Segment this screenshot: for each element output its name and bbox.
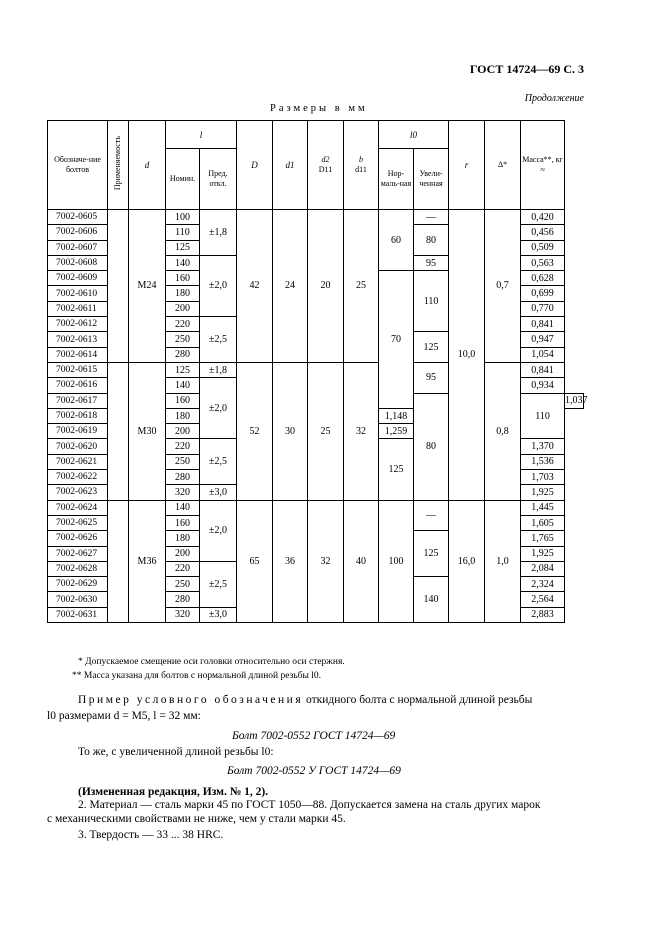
designation-cell: 7002-0627 — [48, 546, 108, 561]
l-nom-cell: 180 — [166, 286, 200, 301]
designation-cell: 7002-0616 — [48, 378, 108, 393]
header-applicability: Применяемость — [108, 121, 129, 210]
l-nom-cell: 250 — [166, 332, 200, 347]
l-nom-cell: 125 — [166, 240, 200, 255]
designation-cell: 7002-0609 — [48, 271, 108, 286]
mass-cell: 0,420 — [521, 210, 565, 225]
delta-cell: 0,7 — [485, 210, 521, 363]
designation-cell: 7002-0611 — [48, 301, 108, 316]
designation-cell: 7002-0622 — [48, 470, 108, 485]
designation-cell: 7002-0630 — [48, 592, 108, 607]
mass-cell: 1,925 — [521, 546, 565, 561]
mass-cell: 0,509 — [521, 240, 565, 255]
l-tol-cell: ±2,5 — [200, 561, 237, 607]
mass-cell: 1,925 — [521, 485, 565, 500]
l-nom-cell: 220 — [166, 317, 200, 332]
mass-cell: 0,628 — [521, 271, 565, 286]
l-tol-cell: ±1,8 — [200, 210, 237, 256]
D-cell: 52 — [237, 362, 273, 500]
spec-table — [47, 120, 588, 623]
l-nom-cell: 110 — [166, 225, 200, 240]
l-nom-cell: 280 — [166, 470, 200, 485]
example-dimensions: l0 размерами d = M5, l = 32 мм: — [47, 710, 201, 722]
l0-incr-cell: 140 — [414, 577, 449, 623]
l0-incr-cell: 125 — [414, 531, 449, 577]
l-nom-cell: 125 — [166, 362, 200, 377]
r-cell: 16,0 — [449, 500, 485, 622]
l0-norm-cell: 100 — [379, 500, 414, 622]
designation-cell: 7002-0612 — [48, 317, 108, 332]
l-nom-cell: 160 — [166, 393, 200, 408]
l-nom-cell: 140 — [166, 378, 200, 393]
designation-cell: 7002-0623 — [48, 485, 108, 500]
designation-cell: 7002-0620 — [48, 439, 108, 454]
l0-incr-cell: 80 — [414, 225, 449, 256]
mass-cell: 0,934 — [521, 378, 565, 393]
l-nom-cell: 280 — [166, 347, 200, 362]
l0-norm-cell: 80 — [414, 393, 449, 500]
header-d1: d1 — [273, 121, 308, 210]
r-cell: 10,0 — [449, 210, 485, 501]
applicability-cell — [108, 500, 129, 622]
mass-cell: 2,564 — [521, 592, 565, 607]
d1-cell: 24 — [273, 210, 308, 363]
designation-cell: 7002-0625 — [48, 515, 108, 530]
mass-cell: 2,324 — [521, 577, 565, 592]
designation-cell: 7002-0614 — [48, 347, 108, 362]
header-l-tol: Пред. откл. — [200, 149, 237, 210]
example-text1: откидного болта с нормальной длиной резьбы — [303, 694, 533, 706]
designation-cell: 7002-0610 — [48, 286, 108, 301]
l-nom-cell: 140 — [166, 255, 200, 270]
header-l0-norm: Нор-маль-ная — [379, 149, 414, 210]
applicability-cell — [108, 210, 129, 363]
mass-cell: 1,605 — [521, 515, 565, 530]
mass-cell: 1,148 — [379, 408, 414, 423]
mass-cell: 1,370 — [521, 439, 565, 454]
changed-edition: (Измененная редакция, Изм. № 1, 2). — [78, 786, 269, 798]
mass-cell: 1,703 — [521, 470, 565, 485]
l0-incr-cell: 110 — [414, 271, 449, 332]
l-nom-cell: 220 — [166, 561, 200, 576]
mass-cell: 0,456 — [521, 225, 565, 240]
mass-cell: 1,054 — [521, 347, 565, 362]
example-paragraph — [78, 694, 532, 706]
header-d2: d2 D11 — [308, 121, 344, 210]
l0-norm-cell: 70 — [379, 271, 414, 409]
designation-cell: 7002-0606 — [48, 225, 108, 240]
continuation-label: Продолжение — [524, 93, 584, 104]
l-nom-cell: 250 — [166, 454, 200, 469]
designation-cell: 7002-0628 — [48, 561, 108, 576]
l-nom-cell: 220 — [166, 439, 200, 454]
header-l-nom: Номин. — [166, 149, 200, 210]
example-designation-1: Болт 7002-0552 ГОСТ 14724—69 — [232, 730, 396, 742]
designation-cell: 7002-0626 — [48, 531, 108, 546]
l-nom-cell: 180 — [166, 531, 200, 546]
example-designation-2: Болт 7002-0552 У ГОСТ 14724—69 — [227, 765, 401, 777]
mass-cell: 0,947 — [521, 332, 565, 347]
mass-cell: 1,765 — [521, 531, 565, 546]
example-same: То же, с увеличенной длиной резьбы l0: — [78, 746, 274, 758]
l0-incr-cell: 125 — [414, 332, 449, 363]
designation-cell: 7002-0617 — [48, 393, 108, 408]
mass-cell: 0,841 — [521, 317, 565, 332]
l0-incr-cell: 110 — [521, 393, 565, 439]
header-mass: Масса**, кг ≈ — [521, 121, 565, 210]
b-cell: 32 — [344, 362, 379, 500]
mass-cell: 1,259 — [379, 424, 414, 439]
l-nom-cell: 320 — [166, 485, 200, 500]
header-designation: Обозначе-ние болтов — [48, 121, 108, 210]
mass-cell: 1,445 — [521, 500, 565, 515]
l-tol-cell: ±3,0 — [200, 607, 237, 622]
footnote-mass: ** Масса указана для болтов с нормальной длиной резьбы l0. — [72, 671, 322, 681]
l-nom-cell: 280 — [166, 592, 200, 607]
designation-cell: 7002-0615 — [48, 362, 108, 377]
l-tol-cell: ±2,5 — [200, 439, 237, 485]
l-nom-cell: 160 — [166, 271, 200, 286]
d-cell: М24 — [129, 210, 166, 363]
d-cell: М30 — [129, 362, 166, 500]
delta-cell: 1,0 — [485, 500, 521, 622]
item3: 3. Твердость — 33 ... 38 HRC. — [78, 829, 224, 841]
designation-cell: 7002-0618 — [48, 408, 108, 423]
mass-cell: 1,037 — [565, 393, 584, 408]
applicability-cell — [108, 362, 129, 500]
header-D: D — [237, 121, 273, 210]
mass-cell: 2,084 — [521, 561, 565, 576]
mass-cell: 1,536 — [521, 454, 565, 469]
l-nom-cell: 180 — [166, 408, 200, 423]
l-tol-cell: ±2,0 — [200, 500, 237, 561]
l-nom-cell: 200 — [166, 546, 200, 561]
designation-cell: 7002-0605 — [48, 210, 108, 225]
designation-cell: 7002-0621 — [48, 454, 108, 469]
l0-norm-cell: 60 — [379, 210, 414, 271]
l-nom-cell: 320 — [166, 607, 200, 622]
l-tol-cell: ±2,0 — [200, 255, 237, 316]
designation-cell: 7002-0607 — [48, 240, 108, 255]
designation-cell: 7002-0631 — [48, 607, 108, 622]
D-cell: 42 — [237, 210, 273, 363]
mass-cell: 0,770 — [521, 301, 565, 316]
footnote-offset: * Допускаемое смещение оси головки относительно оси стержня. — [78, 657, 345, 667]
example-lead: Пример условного обозначения — [78, 694, 304, 706]
d2-cell: 20 — [308, 210, 344, 363]
l0-incr-cell: 95 — [414, 362, 449, 393]
l-tol-cell: ±2,0 — [200, 378, 237, 439]
l-tol-cell: ±1,8 — [200, 362, 237, 377]
b-cell: 40 — [344, 500, 379, 622]
l-nom-cell: 200 — [166, 301, 200, 316]
item2-line1: 2. Материал — сталь марки 45 по ГОСТ 1050—88. Допускается замена на сталь других марок — [78, 799, 541, 811]
d2-cell: 32 — [308, 500, 344, 622]
b-cell: 25 — [344, 210, 379, 363]
l-nom-cell: 160 — [166, 515, 200, 530]
D-cell: 65 — [237, 500, 273, 622]
l0-incr-cell: — — [414, 500, 449, 531]
mass-cell: 0,841 — [521, 362, 565, 377]
l-tol-cell: ±3,0 — [200, 485, 237, 500]
l-nom-cell: 140 — [166, 500, 200, 515]
d1-cell: 30 — [273, 362, 308, 500]
header-l0: l0 — [379, 121, 449, 149]
l-nom-cell: 100 — [166, 210, 200, 225]
header-delta: Δ* — [485, 121, 521, 210]
l0-incr-cell: 125 — [379, 439, 414, 500]
l-tol-cell: ±2,5 — [200, 317, 237, 363]
d1-cell: 36 — [273, 500, 308, 622]
l0-incr-cell: — — [414, 210, 449, 225]
mass-cell: 0,563 — [521, 255, 565, 270]
header-b: b d11 — [344, 121, 379, 210]
item2-line2: с механическими свойствами не ниже, чем у стали марки 45. — [47, 813, 346, 825]
mass-cell: 0,699 — [521, 286, 565, 301]
header-l: l — [166, 121, 237, 149]
designation-cell: 7002-0629 — [48, 577, 108, 592]
designation-cell: 7002-0619 — [48, 424, 108, 439]
designation-cell: 7002-0608 — [48, 255, 108, 270]
delta-cell: 0,8 — [485, 362, 521, 500]
l-nom-cell: 200 — [166, 424, 200, 439]
designation-cell: 7002-0613 — [48, 332, 108, 347]
dimensions-caption: Размеры в мм — [270, 103, 368, 114]
l0-incr-cell: 95 — [414, 255, 449, 270]
d-cell: М36 — [129, 500, 166, 622]
mass-cell: 2,883 — [521, 607, 565, 622]
designation-cell: 7002-0624 — [48, 500, 108, 515]
header-d: d — [129, 121, 166, 210]
page-header: ГОСТ 14724—69 С. 3 — [469, 62, 584, 76]
d2-cell: 25 — [308, 362, 344, 500]
header-l0-incr: Увели-ченная — [414, 149, 449, 210]
header-r: r — [449, 121, 485, 210]
l-nom-cell: 250 — [166, 577, 200, 592]
